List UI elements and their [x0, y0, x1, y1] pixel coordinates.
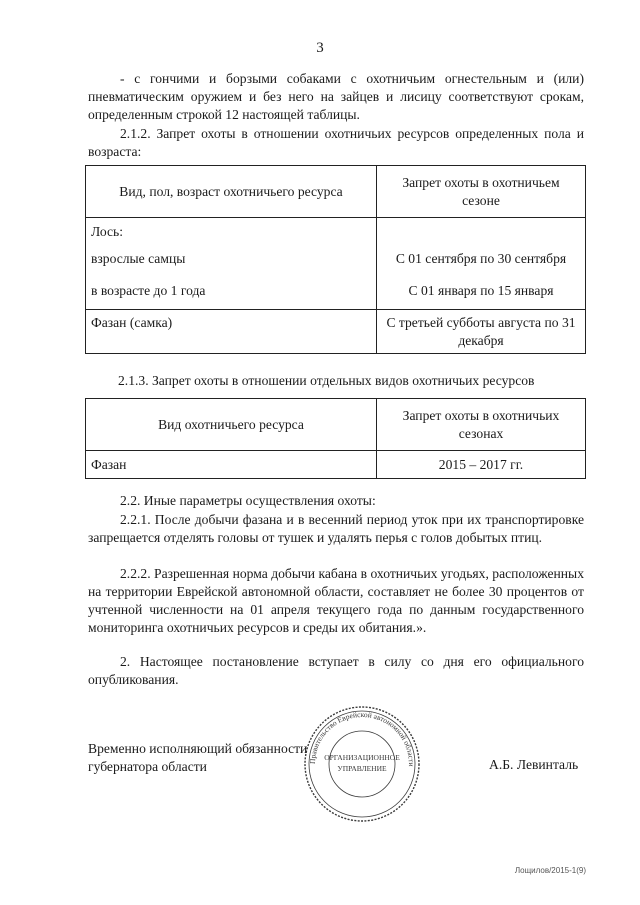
moose-young-label: в возрасте до 1 года	[91, 283, 206, 298]
pheasant-female-label: Фазан (самка)	[86, 310, 377, 354]
stamp-center-line-1: ОРГАНИЗАЦИОННОЕ	[324, 753, 400, 762]
table-header-row	[86, 399, 586, 451]
signatory-position-line-2: губернатора области	[88, 759, 207, 774]
section-2-1-2: 2.1.2. Запрет охоты в отношении охотничьих ресурсов определенных пола и возраста:	[88, 126, 584, 159]
table-row	[86, 218, 586, 310]
table-row	[86, 451, 586, 479]
table-row	[86, 310, 586, 354]
signatory-position	[88, 740, 307, 776]
table-cell	[86, 218, 377, 310]
pheasant-label: Фазан	[86, 451, 377, 479]
document-code: Лощилов/2015-1(9)	[514, 866, 586, 875]
moose-young-period: С 01 января по 15 января	[408, 283, 554, 298]
table-header-cell: Вид охотничьего ресурса	[86, 399, 377, 451]
table-header-cell: Запрет охоты в охотничьем сезоне	[377, 166, 586, 218]
sex-age-restriction-table	[85, 165, 586, 354]
stamp-ring-text: Правительство Еврейской автономной области	[307, 709, 417, 767]
section-2-2-2: 2.2.2. Разрешенная норма добычи кабана в охотничьих угодьях, расположенных на территории Еврейской автономной области, составляет не более 30 процентов от учтенной численности на 01 апреля текущего года по данным государственного мониторинга охотничьих ресурсов и среды их обитания.».	[88, 566, 584, 635]
table-header-cell: Вид, пол, возраст охотничьего ресурса	[86, 166, 377, 218]
moose-adult-period: С 01 сентября по 30 сентября	[395, 251, 567, 266]
moose-adult-label: взрослые самцы	[91, 251, 186, 266]
signatory-name: А.Б. Левинталь	[489, 757, 579, 772]
section-2-2: 2.2. Иные параметры осуществления охоты:	[120, 493, 376, 508]
species-restriction-table	[85, 398, 586, 479]
official-stamp	[303, 705, 421, 823]
intro-paragraph: - с гончими и борзыми собаками с охотничьим огнестельным и (или) пневматическим оружием и без него на зайцев и лисицу соответствуют срокам, определенным строкой 12 настоящей таблицы.	[88, 71, 584, 122]
moose-label: Лось:	[91, 224, 124, 239]
pheasant-period: 2015 – 2017 гг.	[377, 451, 586, 479]
table-header-row	[86, 166, 586, 218]
page-number: 3	[316, 40, 324, 56]
table-cell	[377, 218, 586, 310]
stamp-center-line-2: УПРАВЛЕНИЕ	[337, 764, 387, 773]
table-header-cell: Запрет охоты в охотничьих сезонах	[377, 399, 586, 451]
section-2-2-1: 2.2.1. После добычи фазана и в весенний период уток при их транспортировке запрещается отделять головы от тушек и удалять перья с голов добытых птиц.	[88, 512, 584, 545]
section-2: 2. Настоящее постановление вступает в силу со дня его официального опубликования.	[88, 654, 584, 687]
signatory-position-line-1: Временно исполняющий обязанности	[88, 741, 308, 756]
section-2-1-3: 2.1.3. Запрет охоты в отношении отдельных видов охотничьих ресурсов	[118, 373, 535, 388]
pheasant-female-period: С третьей субботы августа по 31 декабря	[377, 310, 586, 354]
